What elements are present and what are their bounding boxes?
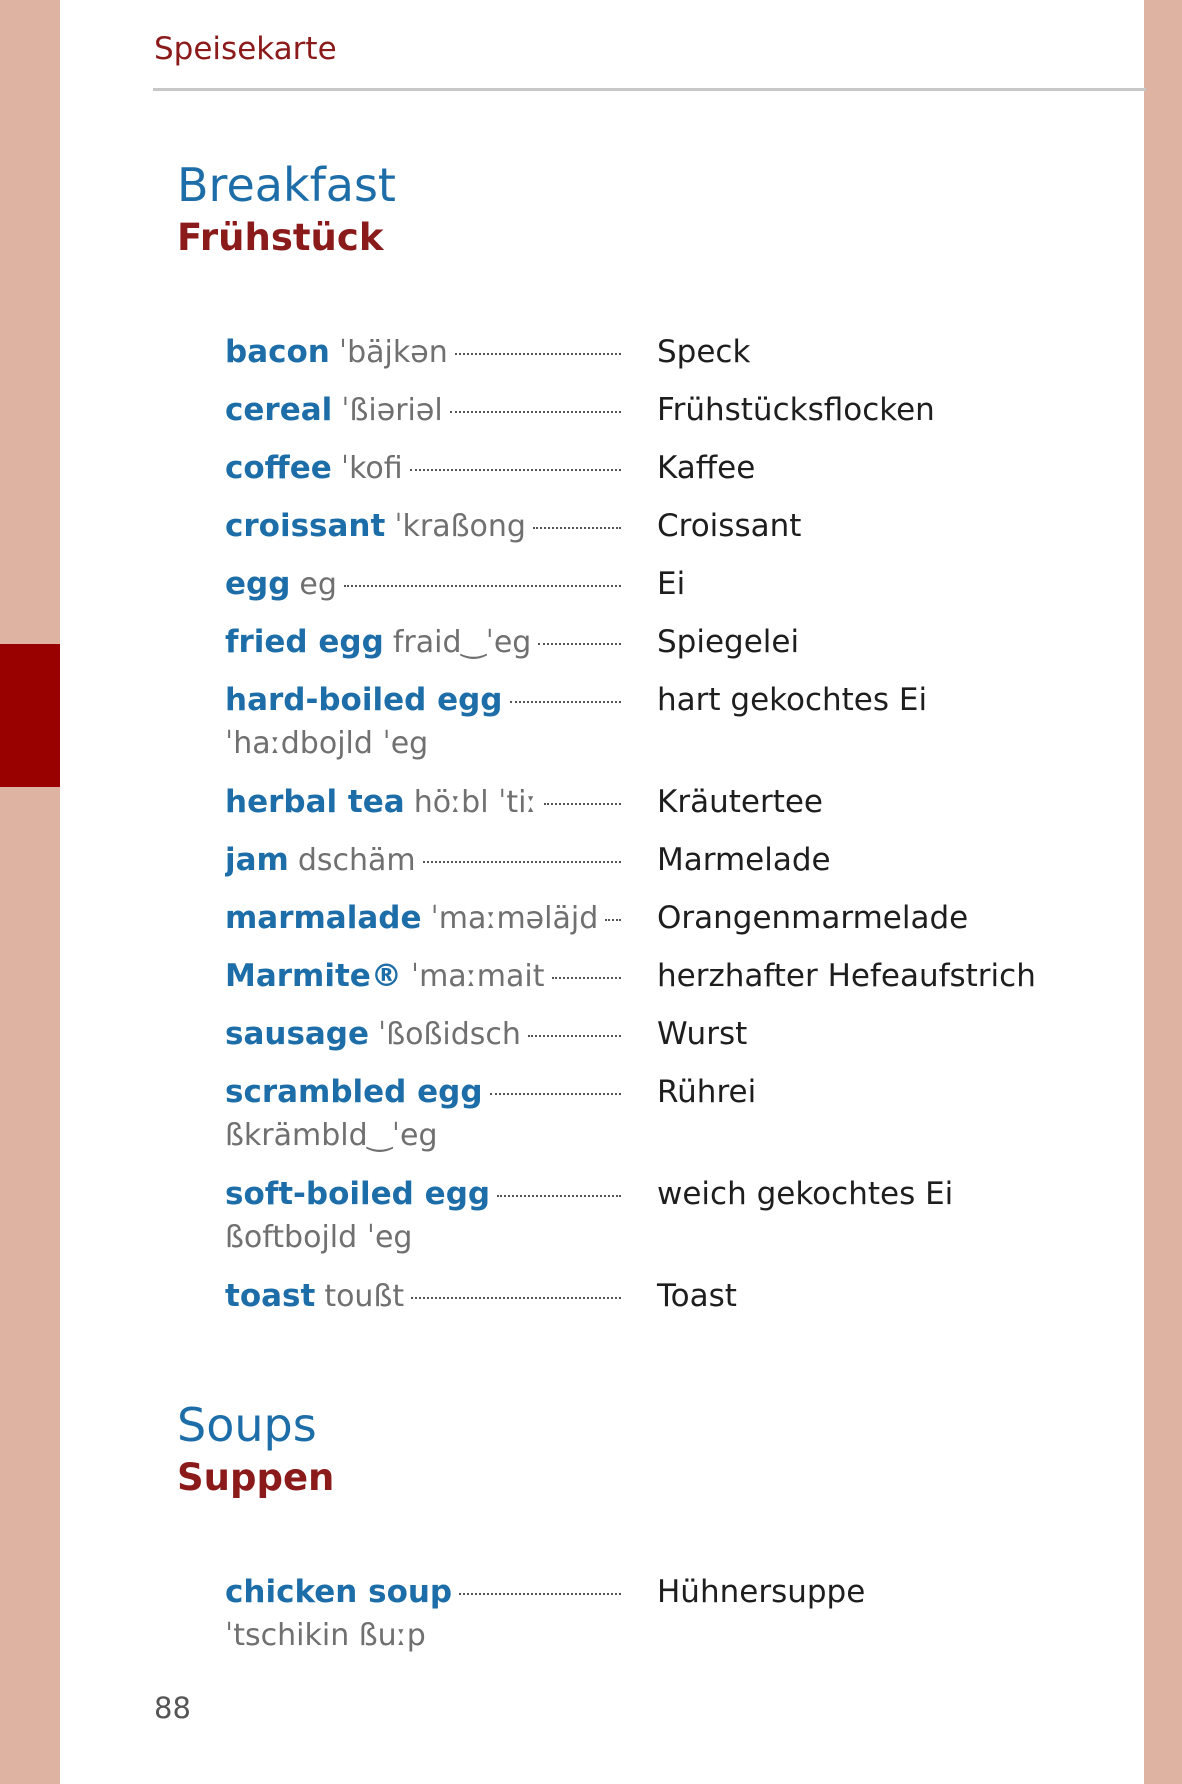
section-soups-heading (177, 1397, 1077, 1501)
entry-english-column (225, 446, 621, 490)
section-breakfast-heading (177, 157, 1077, 261)
entry-english-column (225, 678, 621, 766)
entry-headword-line (225, 446, 621, 490)
pronunciation: fraid‿ˈeg (392, 625, 532, 660)
german-translation: Rührei (657, 1074, 757, 1110)
list-item (225, 838, 1075, 882)
list-item (225, 1012, 1075, 1056)
pronunciation: eg (299, 567, 337, 602)
pronunciation-second-line: ßoftbojld ˈeg (225, 1220, 413, 1255)
entry-headword-line (225, 678, 621, 722)
german-translation: Spiegelei (657, 624, 800, 660)
dot-leader (544, 803, 621, 805)
list-item (225, 1070, 1075, 1158)
dot-leader (344, 585, 621, 587)
list-item (225, 1570, 1075, 1658)
german-translation: Kräutertee (657, 784, 823, 820)
entry-english-column (225, 1070, 621, 1158)
pronunciation: dschäm (297, 843, 416, 878)
english-term: fried egg (225, 624, 384, 660)
german-translation: Wurst (657, 1016, 748, 1052)
entry-english-column (225, 896, 621, 940)
dot-leader (552, 977, 622, 979)
entry-english-column (225, 1172, 621, 1260)
section-title-en: Soups (177, 1398, 317, 1452)
list-item (225, 780, 1075, 824)
dot-leader (497, 1195, 621, 1197)
list-item (225, 1172, 1075, 1260)
entry-english-column (225, 1012, 621, 1056)
entry-headword-line (225, 562, 621, 606)
german-translation: herzhafter Hefeaufstrich (657, 958, 1036, 994)
entry-headword-line (225, 838, 621, 882)
german-translation: Marmelade (657, 842, 831, 878)
pronunciation: ˈkofi (340, 451, 403, 486)
list-item (225, 620, 1075, 664)
entry-headword-line (225, 1070, 621, 1114)
entry-english-column (225, 780, 621, 824)
english-term: cereal (225, 392, 333, 428)
list-item (225, 954, 1075, 998)
english-term: herbal tea (225, 784, 405, 820)
list-item (225, 1274, 1075, 1318)
chapter-thumb-tab (0, 644, 60, 787)
entry-headword-line (225, 504, 621, 548)
pronunciation: ˈßoßidsch (378, 1017, 521, 1052)
dot-leader (538, 643, 621, 645)
list-item (225, 388, 1075, 432)
dot-leader (411, 1297, 621, 1299)
list-item (225, 330, 1075, 374)
entry-headword-line (225, 388, 621, 432)
pronunciation: ˈbäjkən (338, 335, 448, 370)
pronunciation: ˈkraßong (394, 509, 526, 544)
dot-leader (410, 469, 621, 471)
german-translation: Kaffee (657, 450, 756, 486)
list-item (225, 678, 1075, 766)
entry-english-column (225, 1570, 621, 1658)
dot-leader (605, 919, 621, 921)
section-title-de: Suppen (177, 1456, 335, 1499)
dot-leader (455, 353, 621, 355)
list-item (225, 504, 1075, 548)
entry-headword-line (225, 1012, 621, 1056)
english-term: hard-boiled egg (225, 682, 503, 718)
english-term: marmalade (225, 900, 422, 936)
english-term: egg (225, 566, 291, 602)
header-rule (153, 88, 1146, 91)
pronunciation-second-line: ˈhaːdbojld ˈeg (225, 726, 429, 761)
german-translation: Croissant (657, 508, 802, 544)
entry-headword-line (225, 1172, 621, 1216)
dot-leader (528, 1035, 621, 1037)
dot-leader (423, 861, 621, 863)
german-translation: hart gekochtes Ei (657, 682, 928, 718)
pronunciation-second-line: ˈtschikin ßuːp (225, 1618, 426, 1653)
running-head: Speisekarte (154, 31, 337, 67)
dot-leader (450, 411, 621, 413)
pronunciation: ˈßiəriəl (341, 393, 443, 428)
entry-headword-line (225, 620, 621, 664)
soups-entry-list (225, 1570, 1075, 1672)
pronunciation: höːbl ˈtiː (413, 785, 537, 820)
entry-headword-line (225, 330, 621, 374)
english-term: chicken soup (225, 1574, 453, 1610)
pronunciation-second-line: ßkrämbld‿ˈeg (225, 1118, 438, 1153)
german-translation: weich gekochtes Ei (657, 1176, 954, 1212)
breakfast-entry-list (225, 330, 1075, 1332)
entry-english-column (225, 838, 621, 882)
dot-leader (533, 527, 621, 529)
english-term: sausage (225, 1016, 370, 1052)
pronunciation: ˈmaːmait (410, 959, 545, 994)
english-term: scrambled egg (225, 1074, 483, 1110)
list-item (225, 562, 1075, 606)
english-term: soft-boiled egg (225, 1176, 491, 1212)
page-number: 88 (154, 1691, 191, 1725)
entry-english-column (225, 388, 621, 432)
entry-english-column (225, 1274, 621, 1318)
entry-english-column (225, 504, 621, 548)
german-translation: Ei (657, 566, 686, 602)
english-term: toast (225, 1278, 316, 1314)
pronunciation: toußt (324, 1279, 405, 1314)
english-term: coffee (225, 450, 332, 486)
entry-english-column (225, 562, 621, 606)
entry-headword-line (225, 1274, 621, 1318)
entry-english-column (225, 620, 621, 664)
section-title-de: Frühstück (177, 216, 384, 259)
english-term: Marmite® (225, 958, 402, 994)
german-translation: Frühstücksflocken (657, 392, 935, 428)
entry-headword-line (225, 954, 621, 998)
english-term: bacon (225, 334, 330, 370)
section-title-en: Breakfast (177, 158, 396, 212)
german-translation: Hühnersuppe (657, 1574, 866, 1610)
list-item (225, 446, 1075, 490)
entry-english-column (225, 330, 621, 374)
german-translation: Speck (657, 334, 751, 370)
english-term: jam (225, 842, 289, 878)
pronunciation: ˈmaːməläjd (430, 901, 599, 936)
list-item (225, 896, 1075, 940)
english-term: croissant (225, 508, 386, 544)
entry-headword-line (225, 1570, 621, 1614)
german-translation: Toast (657, 1278, 737, 1314)
entry-headword-line (225, 780, 621, 824)
dot-leader (510, 701, 622, 703)
german-translation: Orangenmarmelade (657, 900, 969, 936)
entry-headword-line (225, 896, 621, 940)
dot-leader (490, 1093, 621, 1095)
dot-leader (459, 1593, 621, 1595)
entry-english-column (225, 954, 621, 998)
